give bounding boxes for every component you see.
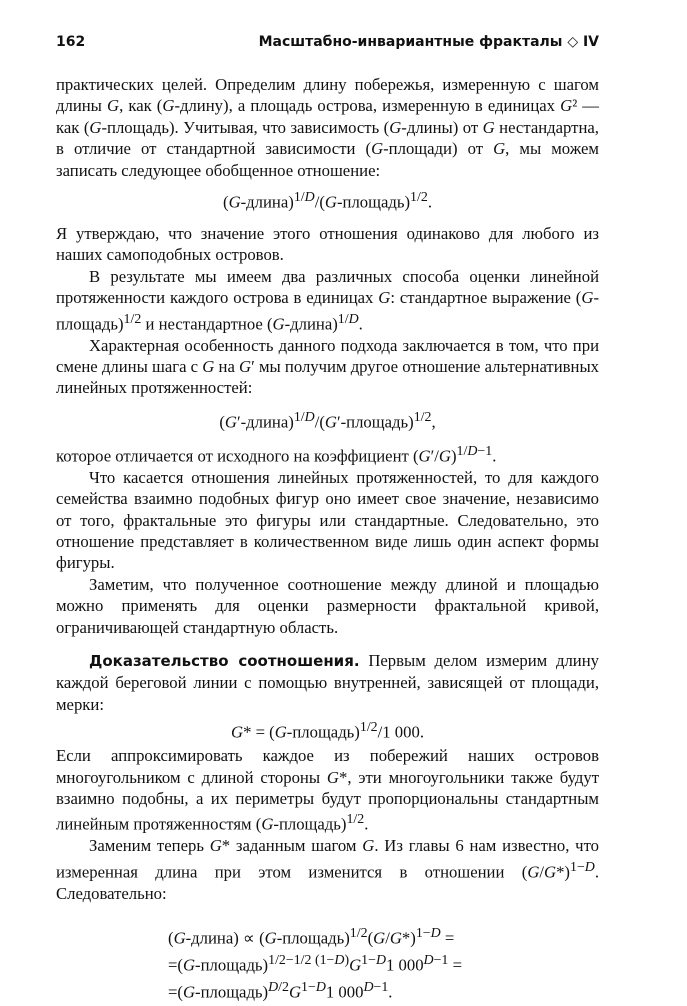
equation-2: (G′-длина)$^{1/D}$/(G′-площадь)$^{1/2}$, (219, 409, 436, 432)
equation-4-line-2: $=(G-площадь)^{1/2-1/2 (1-D)}G^{1-D}1$ $000^{D-1}$ = (168, 953, 462, 975)
running-title: Масштабно-инвариантные фракталы ◇ IV (258, 34, 599, 50)
page-number: 162 (56, 34, 86, 50)
paragraph-9: Заменим теперь G* заданным шагом G. Из главы 6 нам известно, что измеренная длина при этом изменится в отношении $(G/G*)^{1-D}$. Следовательно: (56, 836, 599, 903)
paragraph-6: Что касается отношения линейных протяженностей, то для каждого семейства взаимно подобных фигур оно имеет свое значение, независимо от того, фрактальные это фигуры или стандартные. Следовательно, это отношение представляет в количественном виде лишь один аспект формы фигуры. (56, 467, 599, 573)
paragraph-4: Характерная особенность данного подхода заключается в том, что при смене длины шага с G на G′ мы получим другое отношение альтернативных линейных протяженностей: (56, 335, 600, 398)
paragraph-1: практических целей. Определим длину побережья, измеренную с шагом длины G, как (G-длину), а площадь острова, измеренную в единицах G² — как (G-площадь). Учитывая, что зависимость (G-длины) от G нестандартна, в отличие от стандартной зависимости (G-площади) от G, мы можем записать следующее обобщенное отношение: (56, 75, 599, 180)
paragraph-7: Заметим, что полученное соотношение между длиной и площадью можно применять для оценки размерности фрактальной кривой, ограничивающей стандартную область. (56, 574, 599, 637)
paragraph-3: В результате мы имеем два различных способа оценки линейной протяженности каждого острова в единицах G: стандартное выражение (G-площадь)$^{1/2}$ и нестандартное (G-длина)$^{1/D}$. (56, 266, 599, 334)
equation-4-line-3: $=(G-площадь)^{D/2}G^{1-D}1$ $000^{D-1}$. (168, 980, 393, 1002)
proof-text: Первым делом измерим длину каждой береговой линии с помощью внутренней, зависящей от площади, мерки: (56, 651, 600, 714)
running-header (56, 34, 599, 54)
paragraph-2: Я утверждаю, что значение этого отношения одинаково для любого из наших самоподобных островов. (56, 224, 599, 265)
paragraph-8: Если аппроксимировать каждое из побережий наших островов многоугольником с длиной стороны G*, эти многоугольники также будут взаимно подобны, а их периметры будут пропорциональны стандартным линейным протяженностям (G-площадь)$^{1/2}$. (56, 746, 599, 834)
equation-block (56, 920, 599, 1001)
equation-4-line-1: (G-длина) ∝ $(G-площадь)^{1/2}(G/G*)^{1-D}$ = (168, 926, 455, 948)
paragraph-5: которое отличается от исходного на коэффициент $(G'/G)^{1/D-1}$. (56, 443, 497, 466)
equation-1: (G-длина)$^{1/D}$/(G-площадь)$^{1/2}$. (223, 190, 432, 212)
proof-heading: Доказательство соотношения. (89, 652, 360, 670)
equation-3: G* = (G-площадь)$^{1/2}$/1 000. (231, 720, 424, 742)
proof-paragraph (56, 650, 599, 715)
page-body (56, 74, 599, 1001)
